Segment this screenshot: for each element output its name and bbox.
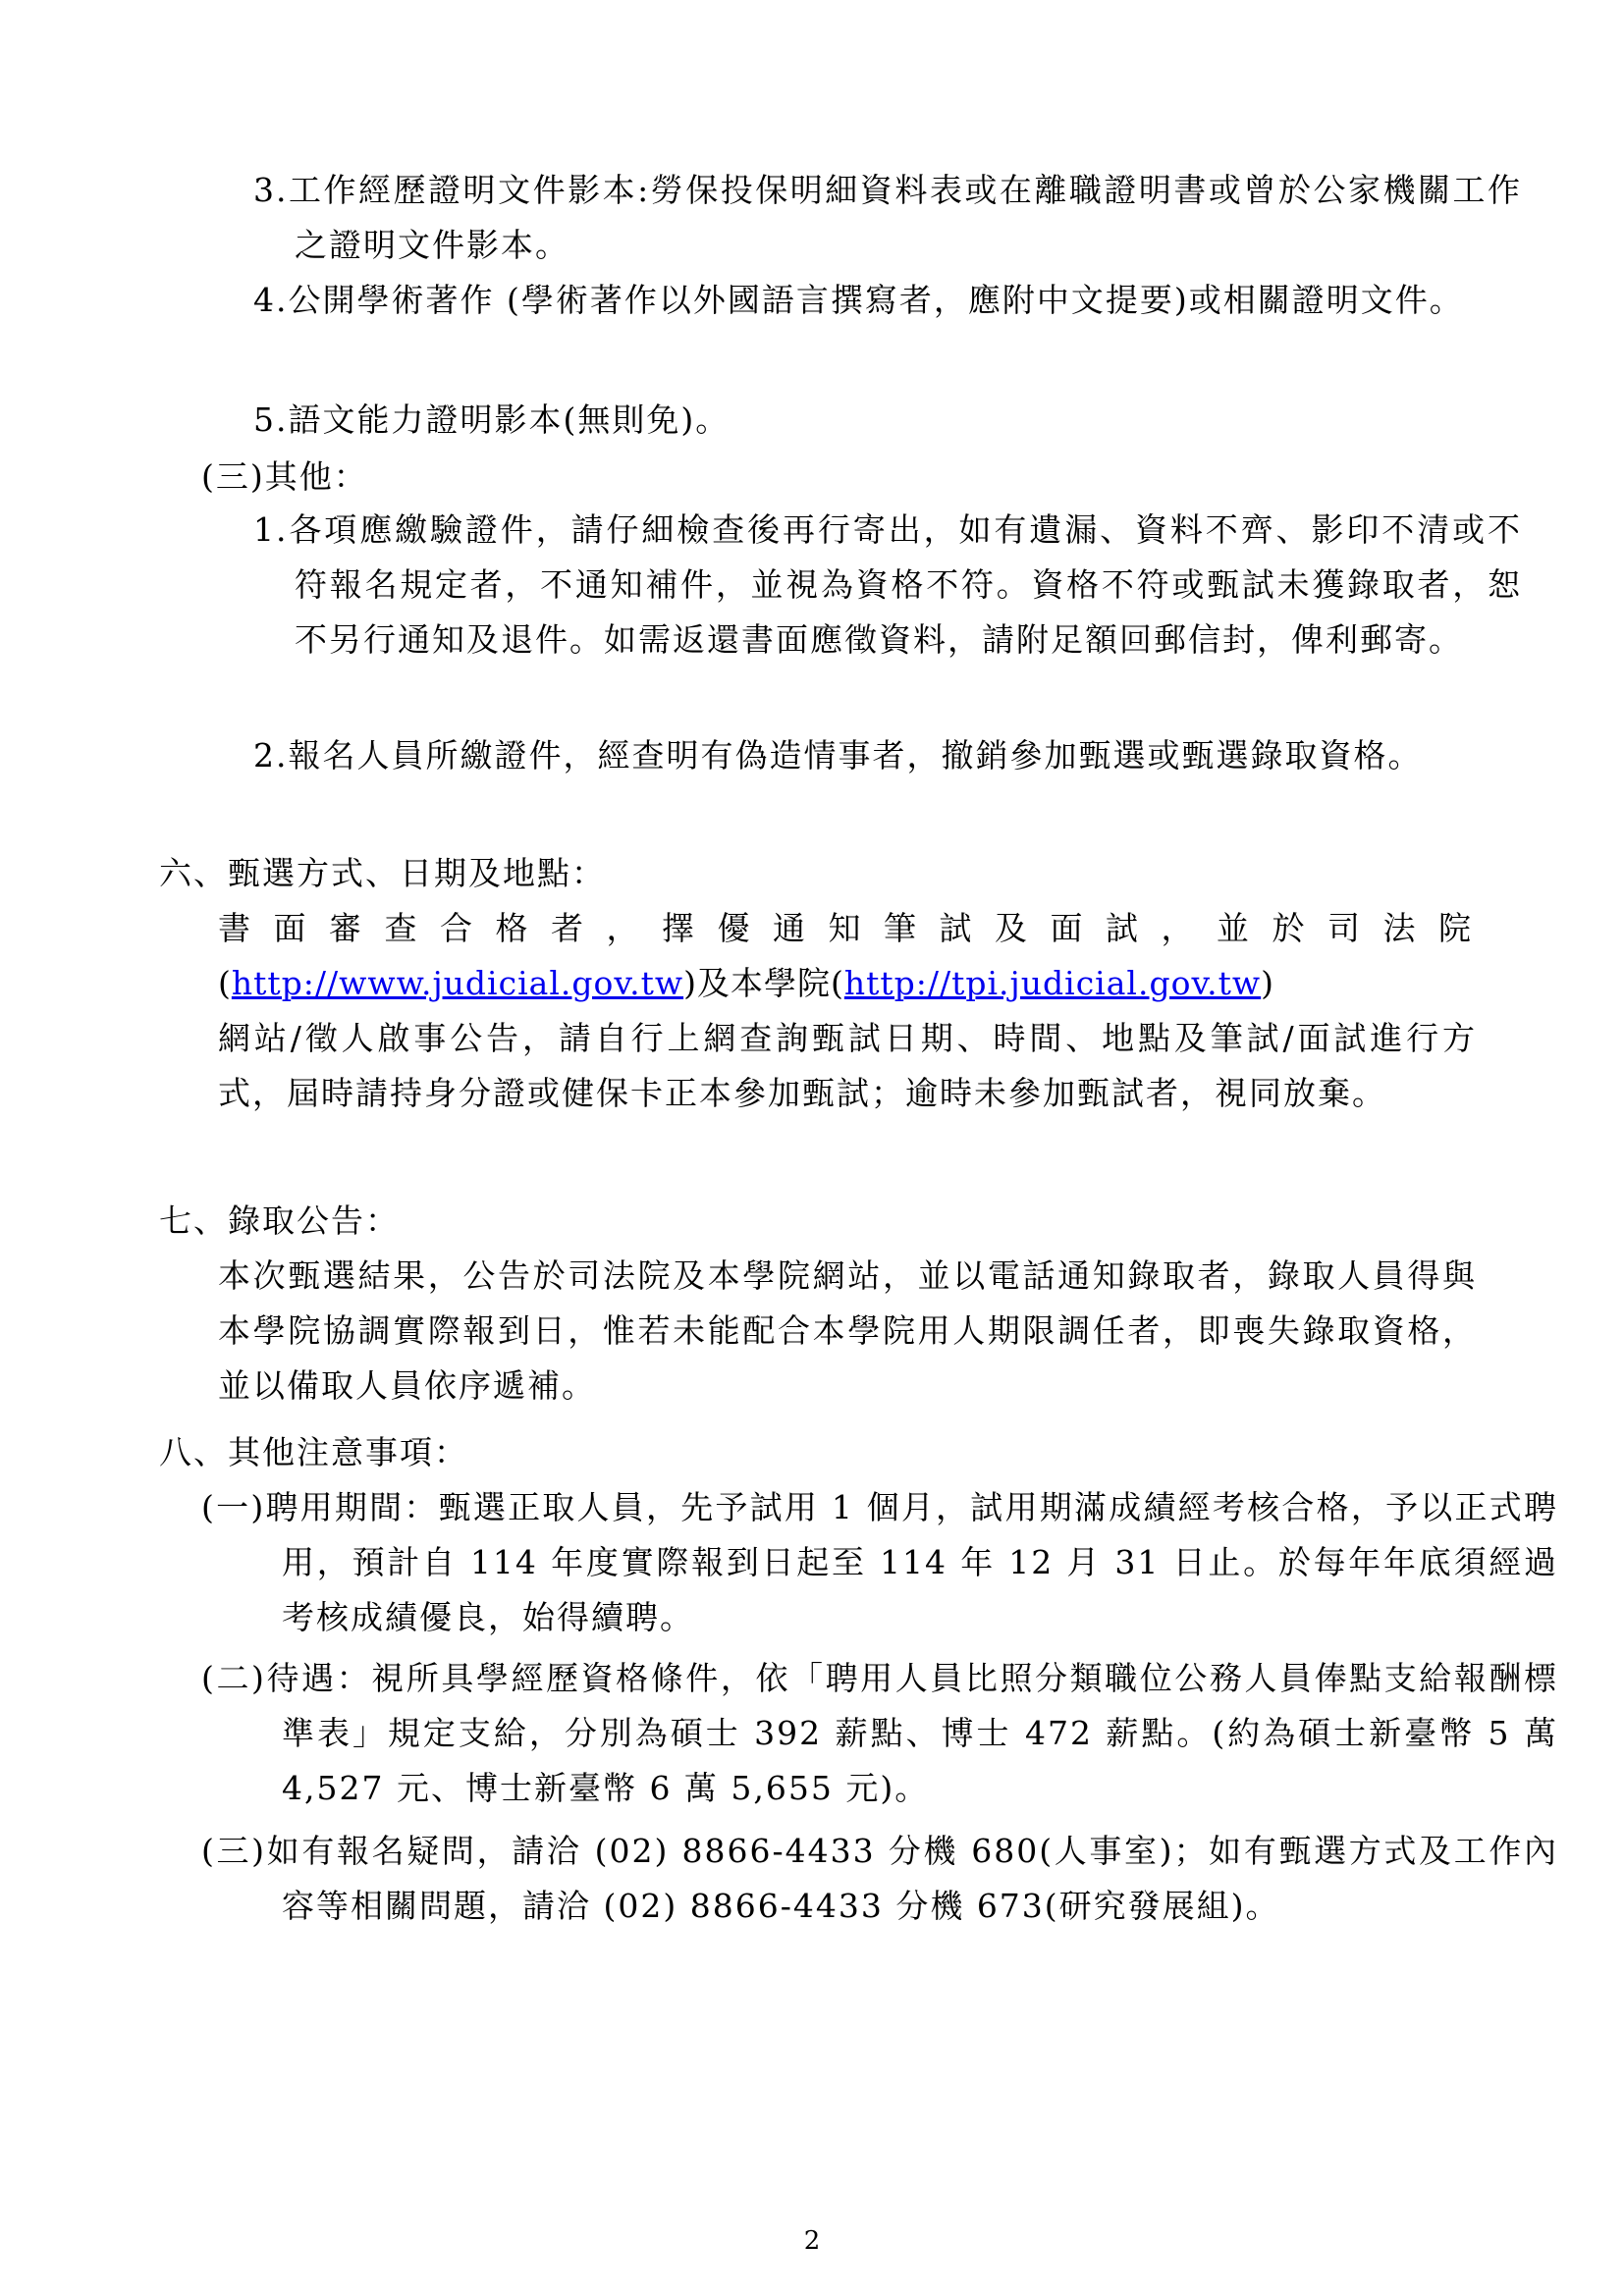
item-text: 語文能力證明影本(無則免)。 <box>288 400 731 439</box>
item-number: (一) <box>201 1488 266 1526</box>
list-item <box>201 1480 1558 1645</box>
list-item <box>201 1824 1558 1934</box>
list-item <box>253 273 1522 328</box>
list-item <box>253 163 1522 273</box>
item-number: 4. <box>253 281 289 319</box>
item-number: 2. <box>253 736 289 774</box>
section-heading: 六、甄選方式、日期及地點： <box>159 854 606 892</box>
paragraph-line: 書面審查合格者，擇優通知筆試及面試，並於司法院 <box>218 909 1477 947</box>
item-text: 如有報名疑問，請洽 (02) 8866-4433 分機 680(人事室)；如有甄選方式及工作內容等相關問題，請洽 (02) 8866-4433 分機 673(研究發展組)。 <box>266 1832 1558 1925</box>
section-heading: 七、錄取公告： <box>159 1201 400 1240</box>
list-item <box>253 728 1522 783</box>
item-text: 各項應繳驗證件，請仔細檢查後再行寄出，如有遺漏、資料不齊、影印不清或不符報名規定者，不通知補件，並視為資格不符。資格不符或甄試未獲錄取者，恕不另行通知及退件。如需返還書面應徵資料，請附足額回郵信封，俾利郵寄。 <box>288 510 1522 659</box>
tpi-link[interactable]: http://tpi.judicial.gov.tw <box>843 964 1262 1002</box>
list-item <box>201 1651 1558 1816</box>
item-number: 1. <box>253 510 289 549</box>
list-item <box>253 503 1522 667</box>
list-item <box>253 393 1522 448</box>
item-text: 公開學術著作 (學術著作以外國語言撰寫者，應附中文提要)或相關證明文件。 <box>288 281 1464 319</box>
paragraph-line: (http://www.judicial.gov.tw)及本學院(http://tpi.judicial.gov.tw) <box>218 964 1275 1002</box>
item-number: (三) <box>201 1832 267 1870</box>
item-number: (二) <box>201 1659 266 1697</box>
paragraph: 本次甄選結果，公告於司法院及本學院網站，並以電話通知錄取者，錄取人員得與本學院協調實際報到日，惟若未能配合本學院用人期限調任者，即喪失錄取資格，並以備取人員依序遞補。 <box>218 1256 1477 1405</box>
paragraph: 網站/徵人啟事公告，請自行上網查詢甄試日期、時間、地點及筆試/面試進行方式，屆時請持身分證或健保卡正本參加甄試；逾時未參加甄試者，視同放棄。 <box>218 1019 1477 1112</box>
judicial-link[interactable]: http://www.judicial.gov.tw <box>231 964 684 1002</box>
item-text: 工作經歷證明文件影本:勞保投保明細資料表或在離職證明書或曾於公家機關工作之證明文件影本。 <box>288 171 1522 264</box>
item-text: 報名人員所繳證件，經查明有偽造情事者，撤銷參加甄選或甄選錄取資格。 <box>288 736 1423 774</box>
subsection-heading: (三)其他： <box>201 457 368 496</box>
item-text: 待遇：視所具學經歷資格條件，依「聘用人員比照分類職位公務人員俸點支給報酬標準表」規定支給，分別為碩士 392 薪點、博士 472 薪點。(約為碩士新臺幣 5 萬 4,527 元、博士新臺幣 6 萬 5,655 元)。 <box>265 1659 1558 1807</box>
page-number: 2 <box>803 2226 821 2256</box>
section-heading: 八、其他注意事項： <box>159 1433 468 1471</box>
item-number: 5. <box>253 400 289 439</box>
item-number: 3. <box>253 171 289 209</box>
item-text: 聘用期間：甄選正取人員，先予試用 1 個月，試用期滿成績經考核合格，予以正式聘用，預計自 114 年度實際報到日起至 114 年 12 月 31 日止。於每年年底須經過考核成績優良，始得續聘。 <box>265 1488 1558 1636</box>
